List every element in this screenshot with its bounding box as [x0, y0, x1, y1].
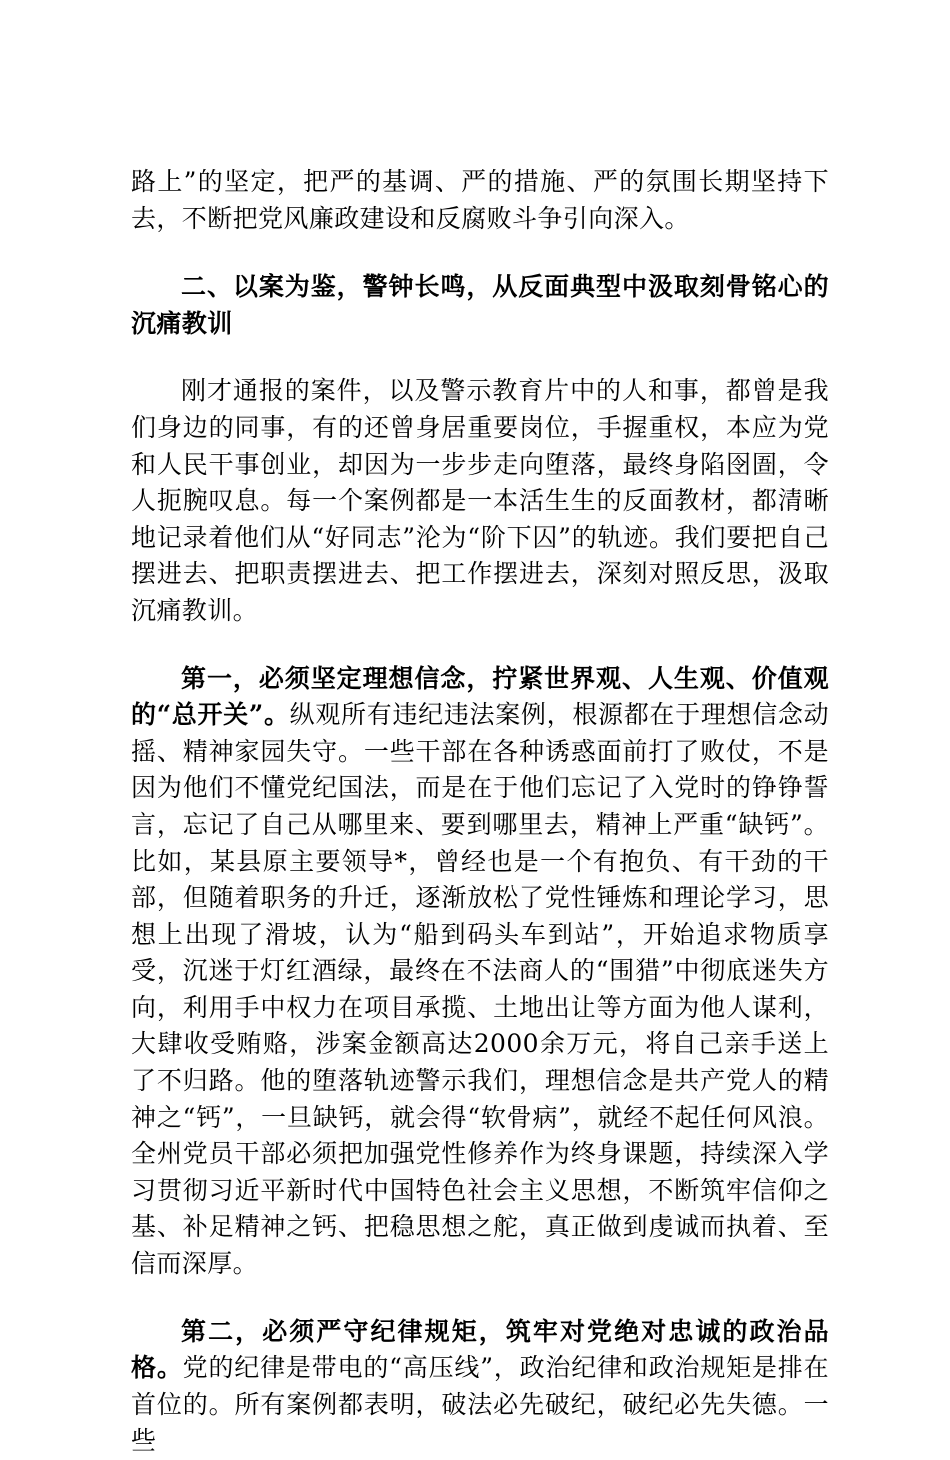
paragraph-point-one	[131, 661, 829, 1283]
paragraph-cases: 刚才通报的案件，以及警示教育片中的人和事，都曾是我们身边的同事，有的还曾身居重要岗位，手握重权，本应为党和人民干事创业，却因为一步步走向堕落，最终身陷囹圄，令人扼腕叹息。每一个案例都是一本活生生的反面教材，都清晰地记录着他们从“好同志”沦为“阶下囚”的轨迹。我们要把自己摆进去、把职责摆进去、把工作摆进去，深刻对照反思，汲取沉痛教训。	[131, 376, 829, 625]
document-body	[131, 164, 829, 1460]
point-two-lead: 第二，必须严守纪律规矩，筑牢对党绝对忠诚的政治品格。	[131, 1316, 829, 1383]
paragraph-point-two	[131, 1314, 829, 1460]
paragraph-continuation: 路上”的坚定，把严的基调、严的措施、严的氛围长期坚持下去，不断把党风廉政建设和反腐败斗争引向深入。	[131, 167, 829, 233]
point-one-lead: 第一，必须坚定理想信念，拧紧世界观、人生观、价值观的“总开关”。	[131, 663, 829, 730]
point-one-body: 纵观所有违纪违法案例，根源都在于理想信念动摇、精神家园失守。一些干部在各种诱惑面前打了败仗，不是因为他们不懂党纪国法，而是在于他们忘记了入党时的铮铮誓言，忘记了自己从哪里来、要到哪里去，精神上严重“缺钙”。比如，某县原主要领导*，曾经也是一个有抱负、有干劲的干部，但随着职务的升迁，逐渐放松了党性锤炼和理论学习，思想上出现了滑坡，认为“船到码头车到站”，开始追求物质享受，沉迷于灯红酒绿，最终在不法商人的“围猎”中彻底迷失方向，利用手中权力在项目承揽、土地出让等方面为他人谋利，大肆收受贿赂，涉案金额高达2000余万元，将自己亲手送上了不归路。他的堕落轨迹警示我们，理想信念是共产党人的精神之“钙”，一旦缺钙，就会得“软骨病”，就经不起任何风浪。全州党员干部必须把加强党性修养作为终身课题，持续深入学习贯彻习近平新时代中国特色社会主义思想，不断筑牢信仰之基、补足精神之钙、把稳思想之舵，真正做到虔诚而执着、至信而深厚。	[131, 700, 830, 1279]
point-two-body: 党的纪律是带电的“高压线”，政治纪律和政治规矩是排在首位的。所有案例都表明，破法必先破纪，破纪必先失德。一些	[131, 1353, 829, 1456]
section-heading: 二、以案为鉴，警钟长鸣，从反面典型中汲取刻骨铭心的沉痛教训	[131, 272, 829, 338]
